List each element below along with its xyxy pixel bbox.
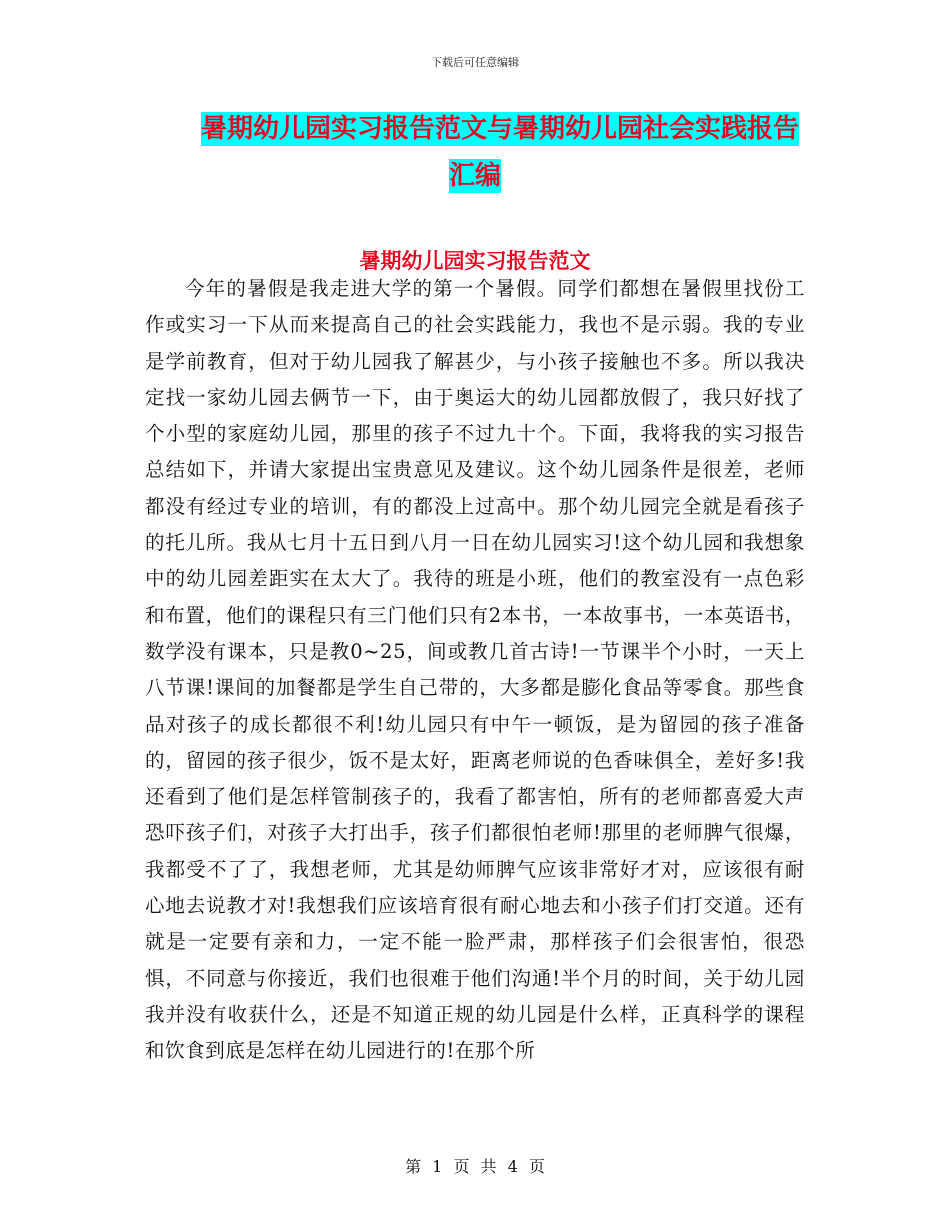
section-title: 暑期幼儿园实习报告范文 (359, 248, 591, 273)
document-title-line-1: 暑期幼儿园实习报告范文与暑期幼儿园社会实践报告 (200, 114, 799, 144)
body-paragraph: 今年的暑假是我走进大学的第一个暑假。同学们都想在暑假里找份工作或实习一下从而来提高自己的社会实践能力，我也不是示弱。我的专业是学前教育，但对于幼儿园我了解甚少，与小孩子接触也不多。所以我决定找一家幼儿园去俩节一下，由于奥运大的幼儿园都放假了，我只好找了个小型的家庭幼儿园，那里的孩子不过九十个。下面，我将我的实习报告总结如下，并请大家提出宝贵意见及建议。这个幼儿园条件是很差，老师都没有经过专业的培训，有的都没上过高中。那个幼儿园完全就是看孩子的托儿所。我从七月十五日到八月一日在幼儿园实习!这个幼儿园和我想象中的幼儿园差距实在太大了。我待的班是小班，他们的教室没有一点色彩和布置，他们的课程只有三门他们只有2本书，一本故事书，一本英语书，数学没有课本，只是教0~25，间或教几首古诗!一节课半个小时，一天上八节课!课间的加餐都是学生自己带的，大多都是膨化食品等零食。那些食品对孩子的成长都很不利!幼儿园只有中午一顿饭，是为留园的孩子准备的，留园的孩子很少，饭不是太好，距离老师说的色香味俱全，差好多!我还看到了他们是怎样管制孩子的，我看了都害怕，所有的老师都喜爱大声恐吓孩子们，对孩子大打出手，孩子们都很怕老师!那里的老师脾气很爆，我都受不了了，我想老师，尤其是幼师脾气应该非常好才对，应该很有耐心地去说教才对!我想我们应该培育很有耐心地去和小孩子们打交道。还有就是一定要有亲和力，一定不能一脸严肃，那样孩子们会很害怕，很恐惧，不同意与你接近，我们也很难于他们沟通!半个月的时间，关于幼儿园我并没有收获什么，还是不知道正规的幼儿园是什么样，正真科学的课程和饮食到底是怎样在幼儿园进行的!在那个所 (145, 277, 805, 1063)
document-title-line-2: 汇编 (448, 161, 501, 191)
header-note: 下载后可任意编辑 (431, 56, 519, 69)
document-title (0, 106, 950, 200)
page-number-footer: 第 1 页 共 4 页 (405, 1157, 545, 1176)
